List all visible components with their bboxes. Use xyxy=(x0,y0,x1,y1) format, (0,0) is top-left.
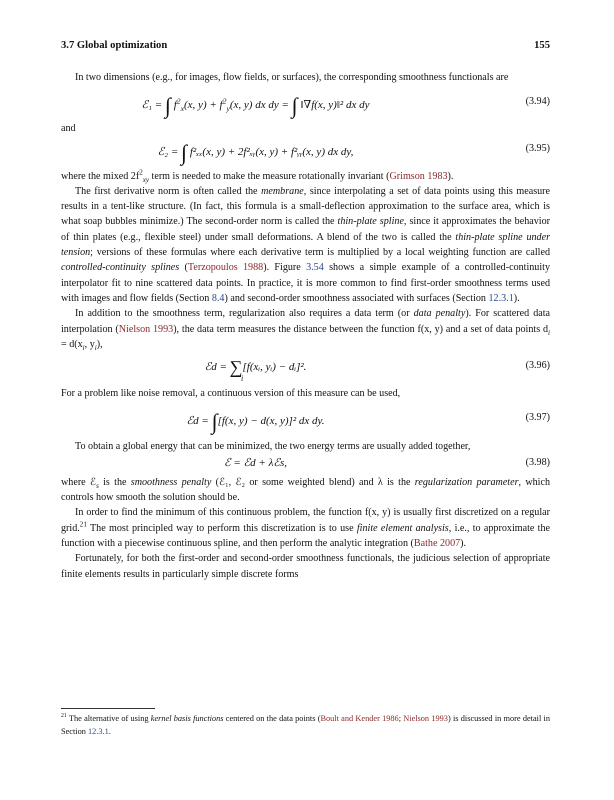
section-link[interactable]: 12.3.1 xyxy=(87,726,109,736)
section-title: 3.7 Global optimization xyxy=(61,40,168,51)
page-number: 155 xyxy=(534,40,550,51)
equation-3-98 xyxy=(61,455,550,475)
equation-3-95 xyxy=(61,137,550,169)
paragraph-and: and xyxy=(61,123,76,135)
equation-3-94 xyxy=(61,85,550,121)
paragraph-noise-removal: For a problem like noise removal, a continuous version of this measure can be used, xyxy=(61,388,401,400)
footnote: $^{21}$ The alternative of using kernel basis functions centered on the data points (Boult and Kender 1986; Nielson 1993) is discussed in more detail in Section 12.3.1. xyxy=(61,713,550,736)
equation-body: ℰ₁ = ∫ $f^2_x(x$, $y) + f^2_y(x$, y) dx dy = ∫ ‖∇f(x, y)‖² dx dy xyxy=(141,93,370,119)
paragraph-finite-elements: Fortunately, for both the first-order and second-order smoothness functionals, the judicious selection of appropriate finite elements results in particularly simple discrete forms xyxy=(61,553,550,580)
citation-link[interactable]: Terzopoulos 1988 xyxy=(187,262,264,274)
citation-link[interactable]: Nielson 1993 xyxy=(403,714,448,723)
running-header xyxy=(61,40,550,54)
equation-3-97 xyxy=(61,401,550,439)
equation-3-96 xyxy=(61,352,550,386)
paragraph-regularization: where ℰ$_s$ is the smoothness penalty (ℰ₁, ℰ₂ or some weighted blend) and λ is the regularization parameter, which controls how smooth the solution should be. xyxy=(61,476,551,504)
equation-body: ℰ = ℰd + λℰs, xyxy=(223,456,288,469)
equation-body: ℰd = ∫[f(x, y) − d(x, y)]² dx dy. xyxy=(186,409,325,435)
equation-body: ℰ₂ = ∫ f²ₓₓ(x, y) + 2f²ₓᵧ(x, y) + f²ᵧᵧ(x, y) dx dy, xyxy=(157,139,354,165)
equation-body: ℰd = ∑[f(xᵢ, yᵢ) − dᵢ]². xyxy=(204,357,307,378)
sum-index: i xyxy=(241,374,244,384)
paragraph-global-energy: To obtain a global energy that can be minimized, the two energy terms are usually added together, xyxy=(75,441,471,453)
footnote-rule xyxy=(61,708,155,709)
equation-number: (3.95) xyxy=(525,142,550,154)
paragraph-discretization: In order to find the minimum of this continuous problem, the function f(x, y) is usually first discretized on a regular grid.$^{21}$ The most principled way to perform this discretization is to use finite element analysis, i.e., to approximate the function with a piecewise continuous spline, and then perform the analytic integration (Bathe 2007). xyxy=(61,507,551,549)
citation-link[interactable]: Grimson 1983 xyxy=(389,170,448,182)
equation-number: (3.94) xyxy=(525,96,550,108)
citation-link[interactable]: Bathe 2007 xyxy=(413,537,461,549)
equation-number: (3.98) xyxy=(525,456,550,468)
paragraph-data-term: In addition to the smoothness term, regularization also requires a data term (or data penalty). For scattered data interpolation (Nielson 1993), the data term measures the distance between the function f(x, y) and a set of data points $d_i = d(x_i$, $y_i$), xyxy=(61,308,551,352)
section-link[interactable]: 8.4 xyxy=(211,292,225,304)
paragraph-mixed-term: where the mixed $2f^2_{xy}$ term is needed to make the measure rotationally invariant (Grimson 1983). xyxy=(61,168,454,184)
section-link[interactable]: 12.3.1 xyxy=(488,292,514,304)
footnote-marker[interactable]: 21 xyxy=(79,520,87,529)
paragraph-intro: In two dimensions (e.g., for images, flow fields, or surfaces), the corresponding smoothness functionals are xyxy=(75,72,509,83)
equation-number: (3.96) xyxy=(525,360,550,372)
book-page xyxy=(61,40,551,736)
citation-link[interactable]: Nielson 1993 xyxy=(118,323,174,335)
figure-link[interactable]: 3.54 xyxy=(306,262,324,274)
citation-link[interactable]: Boult and Kender 1986 xyxy=(320,714,399,723)
equation-number: (3.97) xyxy=(525,412,550,424)
paragraph-membrane: The first derivative norm is often called the membrane, since interpolating a set of data points using this measure results in a tent-like structure. (In fact, this formula is a small-deflection approximation to the surface area, which is what soap bubbles minimize.) The second-order norm is called the thin-plate spline, since it approximates the behavior of thin plates (e.g., flexible steel) under small deformations. A blend of the two is called the thin-plate spline under tension; versions of these formulas where each derivative term is multiplied by a local weighting function are called controlled-continuity splines (Terzopoulos 1988). Figure 3.54 shows a simple example of a controlled-continuity interpolator fit to nine scattered data points. In practice, it is more common to find first-order smoothness terms used with images and flow fields (Section 8.4) and second-order smoothness associated with surfaces (Section 12.3.1). xyxy=(61,185,551,304)
